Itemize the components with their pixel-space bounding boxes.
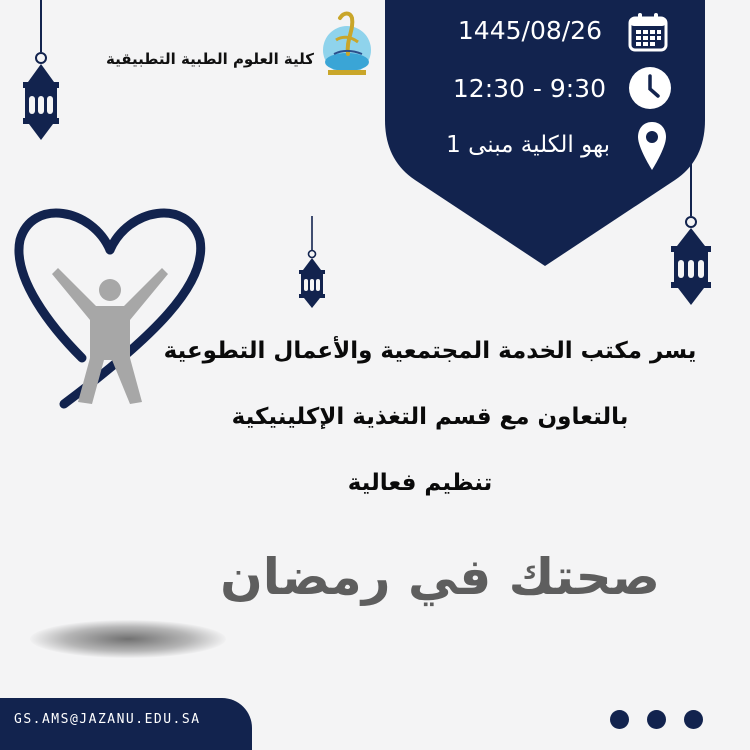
event-date: 1445/08/26 xyxy=(457,16,602,45)
dot-decoration xyxy=(684,710,703,729)
shadow-decoration xyxy=(30,620,226,658)
announcement-line-1: يسر مكتب الخدمة المجتمعية والأعمال التطوعية xyxy=(163,338,697,364)
announcement-line-2: بالتعاون مع قسم التغذية الإكلينيكية xyxy=(231,404,629,430)
lantern-icon xyxy=(296,216,328,308)
announcement-line-3: تنظيم فعالية xyxy=(347,470,493,496)
university-logo xyxy=(318,10,376,78)
dot-decoration xyxy=(647,710,666,729)
heart-figure-logo xyxy=(12,198,208,416)
calendar-icon xyxy=(628,12,668,52)
lantern-icon xyxy=(18,0,64,142)
college-name: كلية العلوم الطبية التطبيقية xyxy=(106,50,314,68)
dot-decoration xyxy=(610,710,629,729)
event-title: صحتك في رمضان xyxy=(220,548,660,606)
clock-icon xyxy=(628,66,672,110)
footer-email: GS.AMS@JAZANU.EDU.SA xyxy=(14,712,201,727)
event-location: بهو الكلية مبنى 1 xyxy=(446,132,610,158)
location-pin-icon xyxy=(636,120,668,172)
lantern-icon xyxy=(666,160,716,306)
event-time: 12:30 - 9:30 xyxy=(452,74,606,103)
